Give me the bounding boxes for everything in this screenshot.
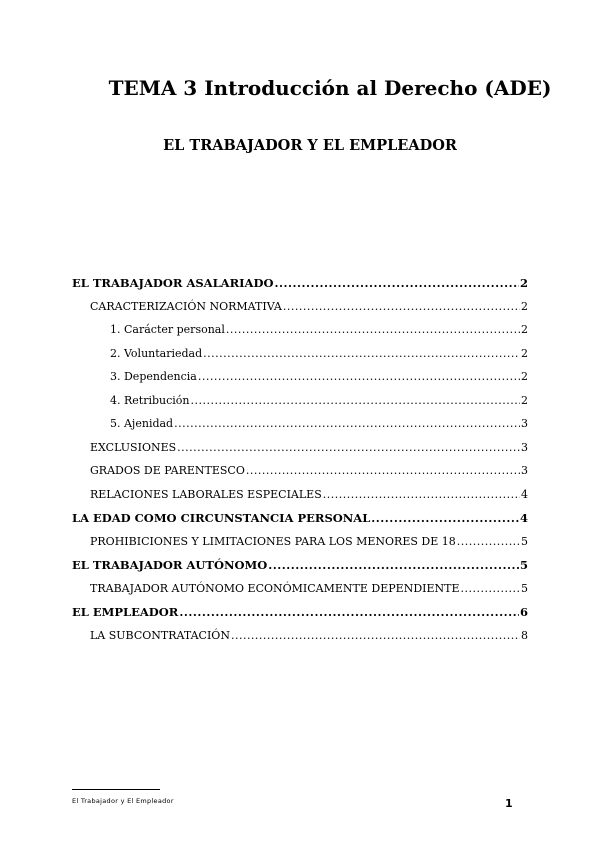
toc-entry-page: 3	[521, 417, 528, 430]
toc-leader-dots	[457, 534, 520, 550]
toc-leader-dots	[231, 628, 520, 644]
toc-entry[interactable]	[90, 440, 528, 456]
toc-entry-page: 6	[519, 605, 528, 619]
toc-entry-page: 3	[521, 440, 528, 454]
toc-leader-dots	[246, 463, 520, 479]
toc-entry[interactable]	[90, 628, 528, 644]
toc-leader-dots	[323, 487, 520, 503]
toc-leader-dots	[274, 275, 519, 291]
toc-leader-dots	[191, 393, 521, 409]
toc-leader-dots	[203, 346, 520, 362]
toc-entry-label: EL EMPLEADOR	[72, 605, 179, 619]
toc-entry[interactable]	[90, 299, 528, 315]
toc-leader-dots	[461, 581, 521, 597]
toc-entry[interactable]	[90, 487, 528, 503]
toc-leader-dots	[179, 604, 519, 620]
toc-entry-page: 5	[519, 558, 528, 572]
toc-leader-dots	[177, 440, 520, 456]
toc-entry-page: 2	[519, 276, 528, 290]
toc-entry-label: RELACIONES LABORALES ESPECIALES	[90, 487, 322, 501]
toc-leader-dots	[174, 416, 520, 432]
toc-entry[interactable]	[72, 510, 528, 526]
toc-entry-label: 3. Dependencia	[110, 370, 197, 383]
toc-entry-page: 5	[521, 534, 528, 548]
toc-entry-label: PROHIBICIONES Y LIMITACIONES PARA LOS MENORES DE 18	[90, 534, 456, 548]
toc-entry[interactable]	[90, 463, 528, 479]
toc-entry[interactable]	[110, 322, 528, 338]
toc-entry-page: 8	[521, 628, 528, 642]
page-number: 1	[505, 797, 513, 810]
toc-entry-label: LA EDAD COMO CIRCUNSTANCIA PERSONAL	[72, 511, 371, 525]
toc-entry-label: 2. Voluntariedad	[110, 346, 203, 360]
toc-entry-label: GRADOS DE PARENTESCO	[90, 464, 245, 477]
toc-entry-label: 1. Carácter personal	[110, 323, 225, 336]
toc-entry-page: 2	[521, 370, 528, 383]
toc-leader-dots	[226, 322, 520, 338]
toc-entry[interactable]	[90, 534, 528, 550]
toc-entry-page: 3	[521, 464, 528, 477]
toc-leader-dots	[198, 369, 520, 385]
toc-entry[interactable]	[90, 581, 528, 597]
toc-entry-label: EL TRABAJADOR ASALARIADO	[72, 276, 274, 290]
document-subtitle: EL TRABAJADOR Y EL EMPLEADOR	[163, 137, 457, 154]
toc-entry-page: 2	[521, 393, 528, 407]
footnote-separator	[72, 789, 160, 790]
toc-entry-label: 5. Ajenidad	[110, 417, 174, 430]
toc-entry[interactable]	[110, 416, 528, 432]
toc-entry[interactable]	[110, 393, 528, 409]
toc-entry[interactable]	[72, 557, 528, 573]
toc-leader-dots	[283, 299, 520, 315]
toc-entry-page: 2	[521, 299, 528, 313]
toc-entry-page: 4	[519, 511, 528, 525]
toc-entry[interactable]	[72, 604, 528, 620]
toc-entry-label: 4. Retribución	[110, 393, 190, 407]
toc-entry-page: 2	[521, 323, 528, 336]
toc-entry-label: EL TRABAJADOR AUTÓNOMO	[72, 558, 268, 572]
footer-text: El Trabajador y El Empleador	[72, 797, 174, 805]
toc-entry-page: 2	[521, 346, 528, 360]
toc-entry-label: EXCLUSIONES	[90, 440, 177, 454]
toc-entry-label: TRABAJADOR AUTÓNOMO ECONÓMICAMENTE DEPENDIENTE	[90, 581, 460, 595]
document-title: TEMA 3 Introducción al Derecho (ADE)	[108, 76, 552, 100]
toc-leader-dots	[268, 557, 519, 573]
toc-entry[interactable]	[110, 346, 528, 362]
toc-entry-label: CARACTERIZACIÓN NORMATIVA	[90, 299, 282, 313]
toc-entry[interactable]	[72, 275, 528, 291]
toc-entry[interactable]	[110, 369, 528, 385]
toc-leader-dots	[371, 510, 519, 526]
toc-entry-page: 4	[521, 487, 528, 501]
toc-entry-page: 5	[521, 581, 528, 595]
toc-entry-label: LA SUBCONTRATACIÓN	[90, 628, 230, 642]
